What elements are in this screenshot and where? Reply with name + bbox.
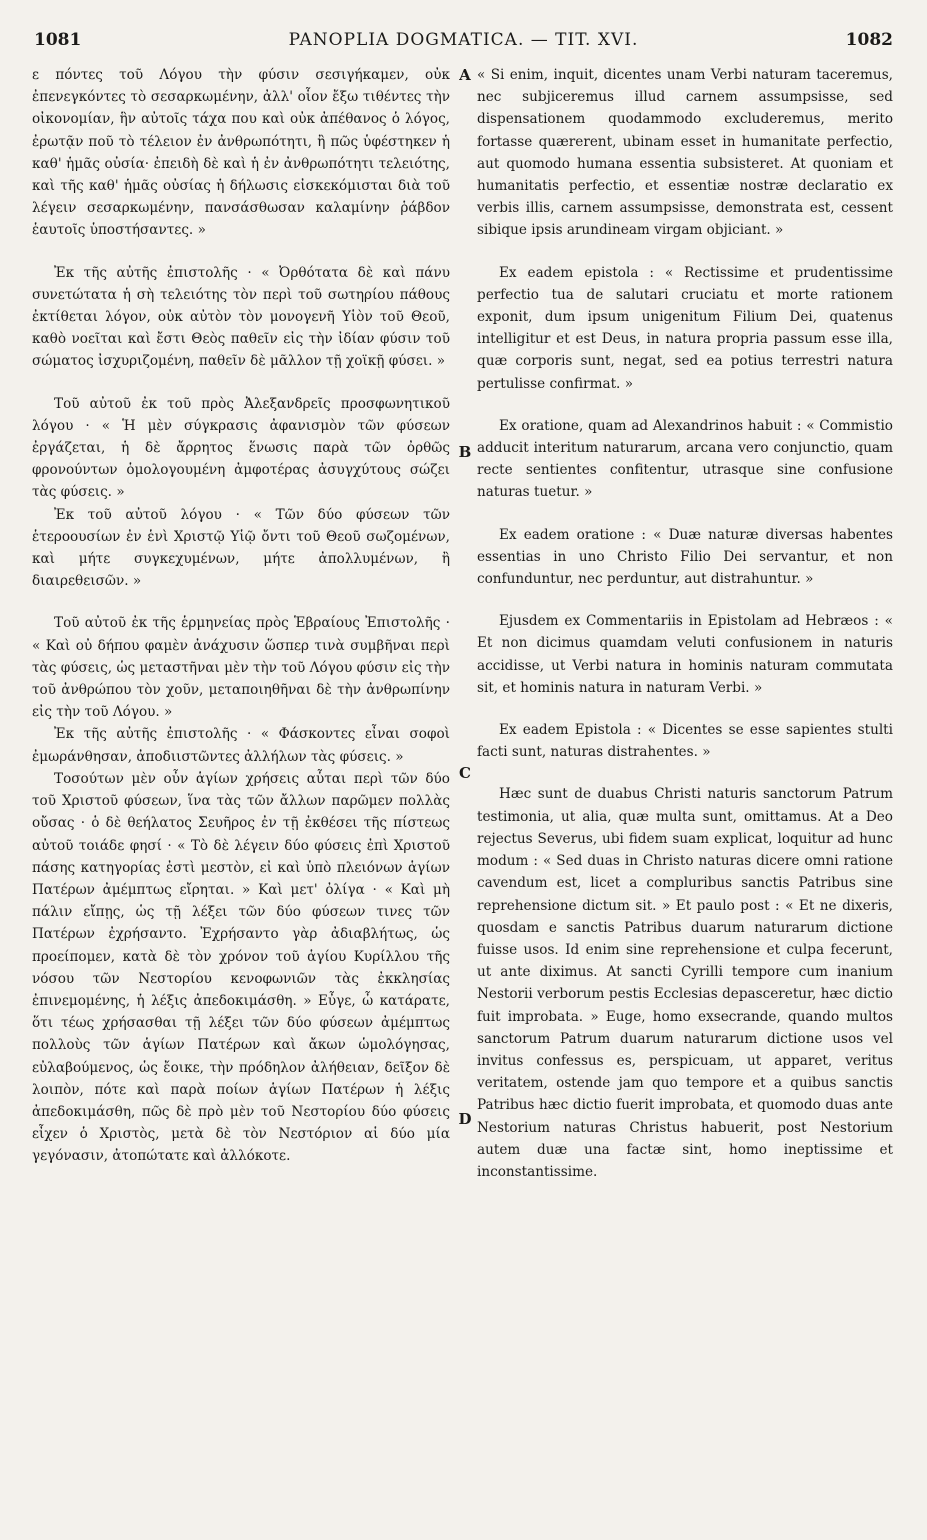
- page-header: [0, 30, 927, 54]
- greek-paragraph: Ἐκ τοῦ αὐτοῦ λόγου · « Τῶν δύο φύσεων τῶν ἑτεροουσίων ἐν ἑνὶ Χριστῷ Υἱῷ ὄντι τοῦ Θεοῦ σωζομένων, καὶ μήτε συγκεχυμένων, μήτε ἀπολλυμένων, ἢ διαιρεθεισῶν. »: [32, 506, 450, 590]
- greek-paragraph: Ἐκ τῆς αὐτῆς ἐπιστολῆς · « Φάσκοντες εἶναι σοφοὶ ἐμωράνθησαν, ἀποδιιστῶντες ἀλλήλων τὰς φύσεις. »: [32, 726, 450, 765]
- page-number-left: 1081: [34, 30, 82, 50]
- greek-column: [32, 64, 450, 1168]
- margin-letter-c: C: [459, 764, 471, 782]
- latin-paragraph: « Si enim, inquit, dicentes unam Verbi naturam taceremus, nec subjiceremus illud carnem assumpsisse, sed dispensationem quodammodo excluderemus, merito fortasse quærerent, ubinam esset in humanitate perfectio, aut quomodo humana essentia subsisteret. At quoniam et humanitatis perfectio, et essentiæ nostræ declaratio ex verbis illis, carnem assumpsisse, demonstrata est, cessent sibique ipsis arundineam virgam objiciant. »: [477, 67, 893, 239]
- greek-paragraph: Τοῦ αὐτοῦ ἐκ τῆς ἑρμηνείας πρὸς Ἑβραίους Ἐπιστολῆς · « Καὶ οὐ δήπου φαμὲν ἀνάχυσιν ὥσπερ τινὰ συμβῆναι περὶ τὰς φύσεις, ὡς μεταστῆναι μὲν τὴν τοῦ Λόγου φύσιν εἰς τὴν τοῦ ἀνθρώπου τὸν χοῦν, μεταποιηθῆναι δὲ τὴν ἀνθρωπίνην εἰς τὴν τοῦ Λόγου. »: [32, 615, 450, 721]
- latin-paragraph: Ex eadem Epistola : « Dicentes se esse sapientes stulti facti sunt, naturas distrahentes. »: [477, 722, 893, 761]
- latin-paragraph: Ex eadem oratione : « Duæ naturæ diversas habentes essentias in uno Christo Filio Dei servantur, et non confunduntur, nec perduntur, aut distrahuntur. »: [477, 526, 893, 588]
- greek-paragraph: ε πόντες τοῦ Λόγου τὴν φύσιν σεσιγήκαμεν, οὐκ ἐπενεγκόντες τὸ σεσαρκωμένην, ἀλλ' οἷον ἔξω τιθέντες τὴν οἰκονομίαν, ἣν αὐτοῖς τάχα που καὶ οὐκ ἀπέθανος ὁ λόγος, ἐρωτᾷν ποῦ τὸ τέλειον ἐν ἀνθρωπότητι, ἢ πῶς ὑφέστηκεν ἡ καθ' ἡμᾶς οὐσία· ἐπειδὴ δὲ καὶ ἡ ἐν ἀνθρωπότητι τελειότης, καὶ τῆς καθ' ἡμᾶς οὐσίας ἡ δήλωσις εἰσκεκόμισται διὰ τοῦ λέγειν σεσαρκωμένην, πανσάσθωσαν καλαμίνην ῥάβδον ἑαυτοῖς ὑποστήσαντες. »: [32, 67, 450, 239]
- latin-column: [477, 64, 893, 1183]
- margin-letter-a: A: [459, 66, 471, 84]
- margin-letter-b: B: [458, 443, 472, 461]
- greek-paragraph: Τοσούτων μὲν οὖν ἁγίων χρήσεις αὗται περὶ τῶν δύο τοῦ Χριστοῦ φύσεων, ἵνα τὰς τῶν ἄλλων παρῶμεν πολλὰς οὔσας · ὁ δὲ θεήλατος Σευῆρος ἐν τῇ ἐκθέσει τῆς πίστεως αὐτοῦ τοιάδε φησί · « Τὸ δὲ λέγειν δύο φύσεις ἐπὶ Χριστοῦ πάσης κατηγορίας ἐστὶ μεστὸν, εἰ καὶ ὑπὸ πλειόνων ἁγίων Πατέρων ἀμέμπτως εἴρηται. » Καὶ μετ' ὀλίγα · « Καὶ μὴ πάλιν εἴπῃς, ὡς τῇ λέξει τῶν δύο φύσεων τινες τῶν Πατέρων ἐχρήσαντο. Ἐχρήσαντο γὰρ ἀδιαβλήτως, ὡς προείπομεν, κατὰ δὲ τὸν χρόνον τοῦ ἁγίου Κυρίλλου τῆς νόσου τῶν Νεστορίου κενοφωνιῶν τὰς ἐκκλησίας ἐπινεμομένης, ἡ λέξις ἀπεδοκιμάσθη. » Εὖγε, ὦ κατάρατε, ὅτι τέως χρήσασθαι τῇ λέξει τῶν δύο φύσεων ἀμέμπτως πολλοὺς τῶν ἁγίων Πατέρων καὶ ἄκων ὡμολόγησας, εὐλαβούμενος, ὡς ἔοικε, τὴν πρόδηλον ἀλήθειαν, δεῖξον δὲ λοιπὸν, πότε καὶ παρὰ ποίων ἁγίων Πατέρων ἡ λέξις ἀπεδοκιμάσθη, πῶς δὲ πρὸ μὲν τοῦ Νεστορίου δύο φύσεις εἶχεν ὁ Χριστὸς, μετὰ δὲ τὸν Νεστόριον αἱ δύο μία γεγόνασιν, ἀτοπώτατε καὶ ἀλλόκοτε.: [32, 770, 450, 1165]
- greek-paragraph: Ἐκ τῆς αὐτῆς ἐπιστολῆς · « Ὀρθότατα δὲ καὶ πάνυ συνετώτατα ἡ σὴ τελειότης τὸν περὶ τοῦ σωτηρίου πάθους ἐκτίθεται λόγον, οὐκ αὐτὸν τὸν μονογενῆ Υἱὸν τοῦ Θεοῦ, καθὸ νοεῖται καὶ ἔστι Θεὸς παθεῖν εἰς τὴν ἰδίαν φύσιν τοῦ σώματος ἰσχυριζομένη, παθεῖν δὲ μᾶλλον τῇ χοϊκῇ φύσει. »: [32, 264, 450, 370]
- running-title: PANOPLIA DOGMATICA. — TIT. XVI.: [288, 30, 639, 50]
- latin-paragraph: Ex eadem epistola : « Rectissime et prudentissime perfectio tua de salutari cruciatu et morte rationem exponit, dum ipsum unigenitum Filium Dei, quatenus intelligitur et est Deus, in natura propria passum esse illa, quæ corporis sunt, negat, sed ea potius terrestri natura pertulisse confirmat. »: [477, 264, 893, 392]
- latin-paragraph: Ejusdem ex Commentariis in Epistolam ad Hebræos : « Et non dicimus quamdam veluti confusionem in naturis accidisse, ut Verbi natura in hominis naturam commutata sit, et hominis natura in naturam Verbi. »: [477, 613, 893, 696]
- page-number-right: 1082: [845, 30, 893, 50]
- greek-paragraph: Τοῦ αὐτοῦ ἐκ τοῦ πρὸς Ἀλεξανδρεῖς προσφωνητικοῦ λόγου · « Ἡ μὲν σύγκρασις ἀφανισμὸν τῶν φύσεων ἐργάζεται, ἡ δὲ ἄρρητος ἕνωσις παρὰ τῶν ὀρθῶς φρονούντων ὁμολογουμένη ἀμφοτέρας ἀσυγχύτους σώζει τὰς φύσεις. »: [32, 395, 450, 501]
- latin-paragraph: Ex oratione, quam ad Alexandrinos habuit : « Commistio adducit interitum naturarum, arcana vero conjunctio, quam recte sentientes confitentur, utrasque sine confusione naturas tuetur. »: [477, 417, 893, 501]
- latin-paragraph: Hæc sunt de duabus Christi naturis sanctorum Patrum testimonia, ut alia, quæ multa sunt, omittamus. At a Deo rejectus Severus, ubi fidem suam explicat, loquitur ad hunc modum : « Sed duas in Christo naturas dicere omni ratione cavendum est, licet a compluribus sanctis Patribus sine reprehensione dictum sit. » Et paulo post : « Et ne dixeris, quosdam e sanctis Patribus duarum naturarum dictione fuisse usos. Id enim sine reprehensione et culpa fecerunt, ut ante diximus. At sancti Cyrilli tempore cum inanium Nestorii verborum pestis Ecclesias depasceretur, hæc dictio fuit improbata. » Euge, homo exsecrande, quando multos sanctorum Patrum duarum naturarum dictione usos vel invitus confessus es, perspicuam, ut apparet, veritus veritatem, ostende jam quo tempore et a quibus sanctis Patribus hæc dictio fuerit improbata, et quomodo duas ante Nestorium naturas Christus habuerit, post Nestorium autem duæ una factæ sint, homo ineptissime et inconstantissime.: [477, 786, 893, 1180]
- margin-letter-d: D: [458, 1110, 472, 1128]
